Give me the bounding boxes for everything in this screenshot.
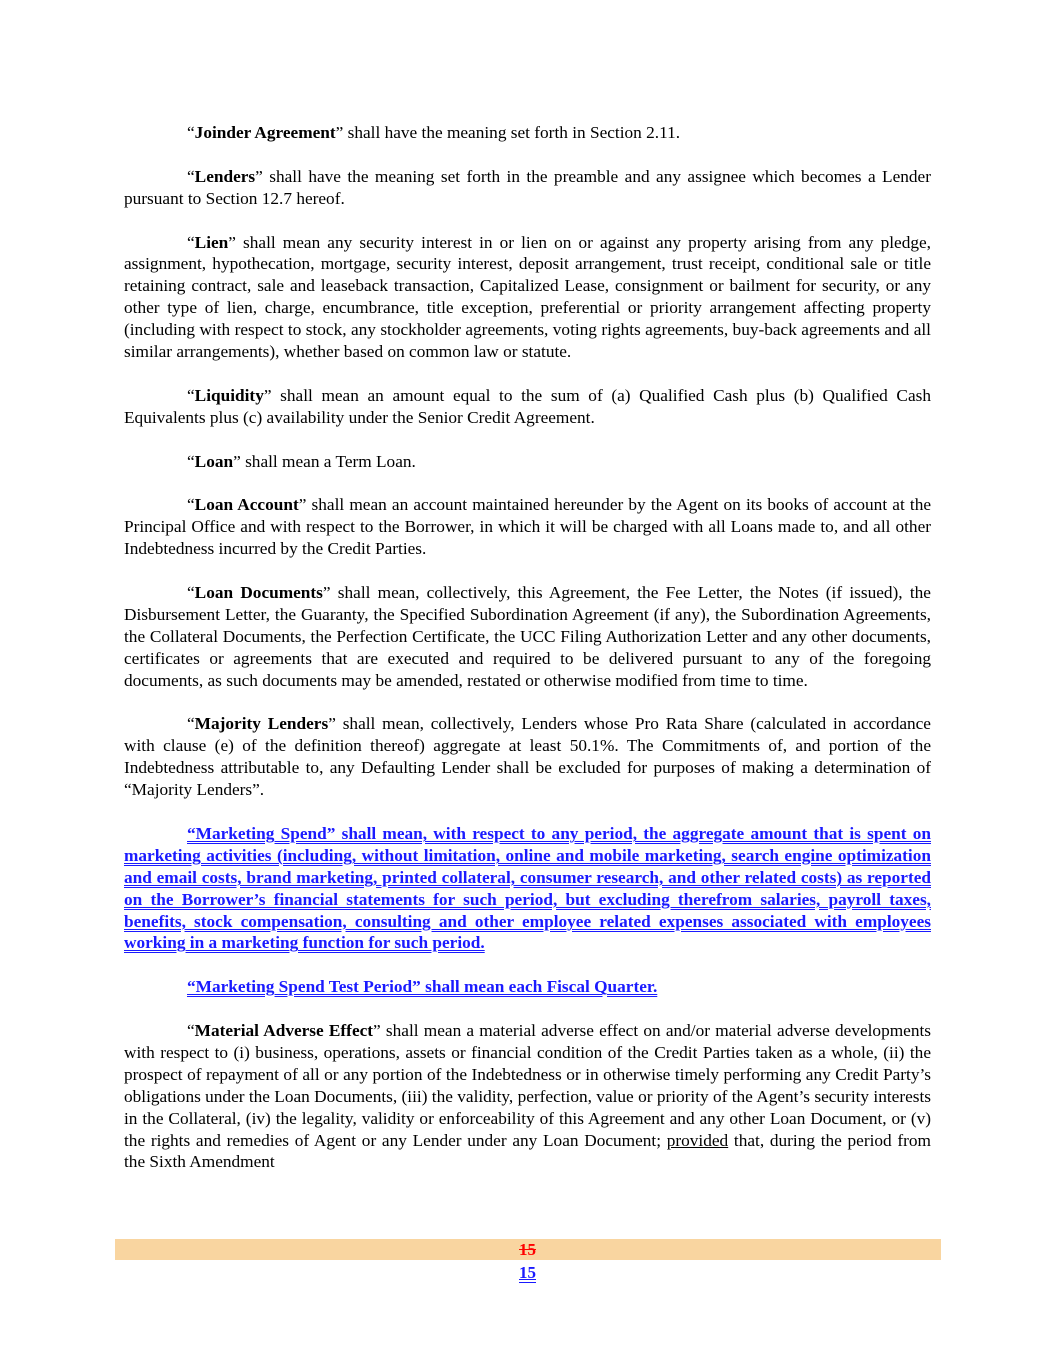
defined-term: Loan Account — [194, 495, 299, 515]
deleted-page-number: 15 — [519, 1240, 536, 1259]
defined-term: Joinder Agreement — [194, 123, 336, 142]
definition-loan: “Loan” shall mean a Term Loan. — [187, 451, 416, 471]
defined-term: Loan Documents — [194, 582, 323, 602]
inserted-definition-marketing-spend-test-period: “Marketing Spend Test Period” shall mean each Fiscal Quarter. — [187, 977, 658, 997]
inserted-page-number: 15 — [519, 1263, 536, 1282]
definition-lien: “Lien” shall mean any security interest in or lien on or against any property arising from any pledge, assignment, hypothecation, mortgage, security interest, deposit arrangement, trust receipt, conditional sale or title retaining contract, sale and leaseback transaction, Capitalized Lease, consignment or bailment for security, or any other type of lien, charge, encumbrance, title exception, preferential or priority arrangement affecting property (including with respect to stock, any stockholder agreements, voting rights agreements, buy-back agreements and all similar arrangements), whether based on common law or statute. — [124, 232, 931, 362]
defined-term: Majority Lenders — [194, 714, 329, 734]
definition-liquidity: “Liquidity” shall mean an amount equal to the sum of (a) Qualified Cash plus (b) Qualified Cash Equivalents plus (c) availability under the Senior Credit Agreement. — [124, 385, 931, 427]
defined-term: Liquidity — [194, 385, 264, 405]
provided-emphasis: provided — [666, 1130, 729, 1150]
definition-joinder-agreement: “Joinder Agreement” shall have the meaning set forth in Section 2.11. — [187, 123, 681, 142]
definition-majority-lenders: “Majority Lenders” shall mean, collectively, Lenders whose Pro Rata Share (calculated in accordance with clause (e) of the definition thereof) aggregate at least 50.1%. The Commitments of, and portion of the Indebtedness attributable to, any Defaulting Lender shall be excluded for purposes of making a determination of “Majority Lenders”. — [124, 714, 931, 800]
definition-loan-documents: “Loan Documents” shall mean, collectively, this Agreement, the Fee Letter, the Notes (if issued), the Disbursement Letter, the Guaranty, the Specified Subordination Agreement (if any), the Subordination Agreements, the Collateral Documents, the Perfection Certificate, the UCC Filing Authorization Letter and any other documents, certificates or agreements that are executed and required to be delivered pursuant to any of the foregoing documents, as such documents may be amended, restated or otherwise modified from time to time. — [124, 582, 931, 690]
definition-loan-account: “Loan Account” shall mean an account maintained hereunder by the Agent on its books of account at the Principal Office and with respect to the Borrower, in which it will be charged with all Loans made to, and all other Indebtedness incurred by the Credit Parties. — [124, 495, 931, 559]
defined-term: Lien — [194, 232, 229, 252]
definition-material-adverse-effect: “Material Adverse Effect” shall mean a material adverse effect on and/or material adverse developments with respect to (i) business, operations, assets or financial condition of the Credit Parties taken as a whole, (ii) the prospect of repayment of all or any portion of the Indebtedness or in otherwise timely performing any Credit Party’s obligations under the Loan Documents, (iii) the validity, perfection, value or priority of the Agent’s security interests in the Collateral, (iv) the legality, validity or enforceability of this Agreement and any other Loan Document, or (v) the rights and remedies of Agent or any Lender under any Loan Document; provided that, during the period from the Sixth Amendment — [124, 1021, 932, 1172]
defined-term: Lenders — [194, 166, 256, 186]
defined-term: Material Adverse Effect — [194, 1021, 374, 1040]
defined-term: Loan — [194, 451, 234, 471]
inserted-definition-marketing-spend: “Marketing Spend” shall mean, with respect to any period, the aggregate amount that is spent on marketing activities (including, without limitation, online and mobile marketing, search engine optimization and email costs, brand marketing, printed collateral, consumer research, and other related costs) as reported on the Borrower’s financial statements for such period, but excluding therefrom salaries, payroll taxes, benefits, stock compensation, consulting and other employee related expenses associated with employees working in a marketing function for such period. — [124, 823, 931, 953]
definition-lenders: “Lenders” shall have the meaning set forth in the preamble and any assignee which becomes a Lender pursuant to Section 12.7 hereof. — [124, 166, 931, 208]
document-body — [124, 122, 931, 1173]
